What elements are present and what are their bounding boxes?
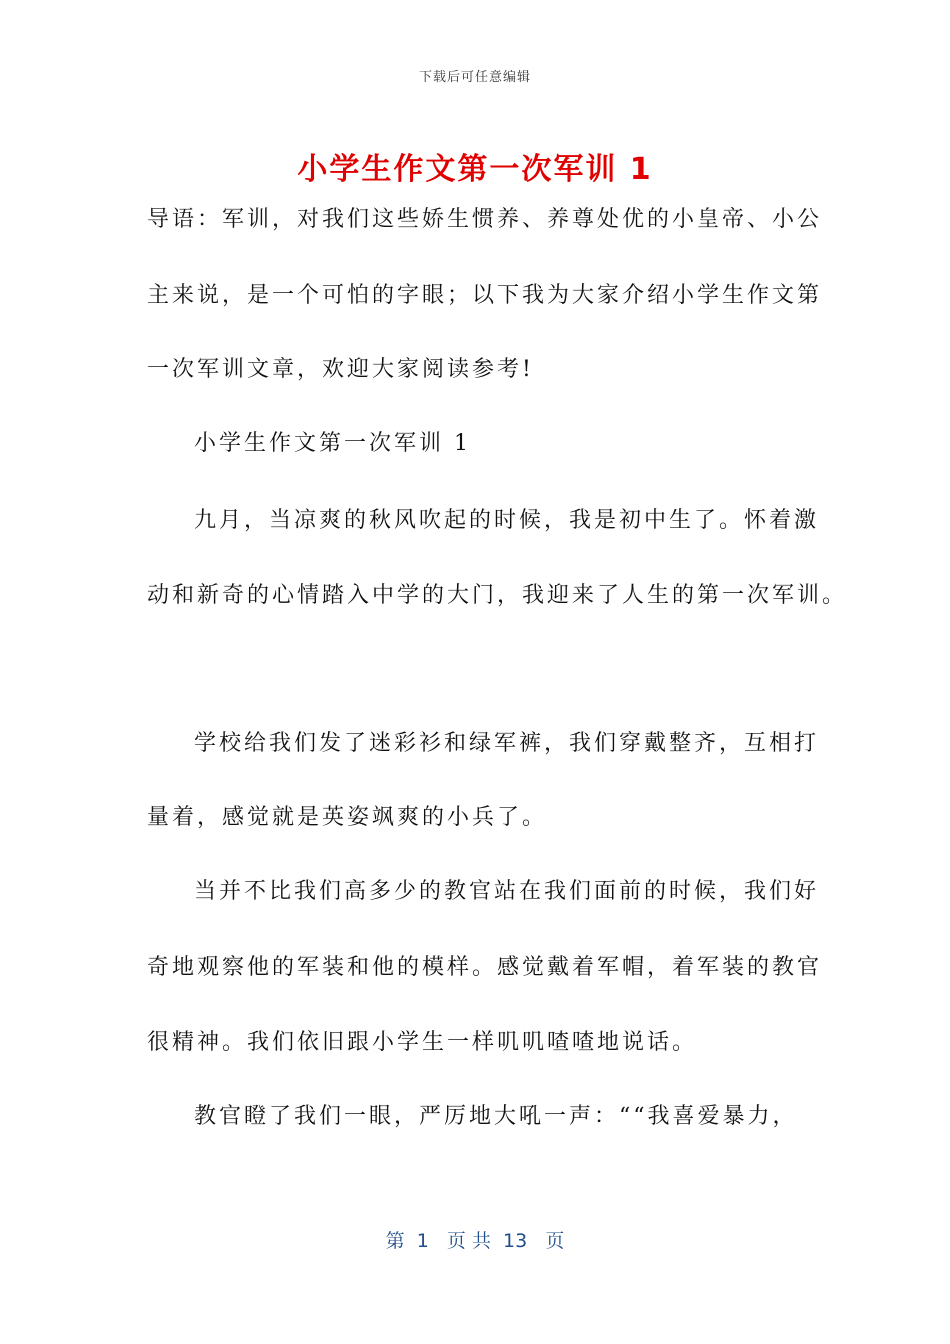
paragraph-2-line-1: 学校给我们发了迷彩衫和绿军裤，我们穿戴整齐，互相打	[194, 731, 820, 756]
intro-line-3: 一次军训文章，欢迎大家阅读参考!	[147, 357, 534, 382]
paragraph-1-line-1: 九月，当凉爽的秋风吹起的时候，我是初中生了。怀着激	[194, 508, 820, 533]
intro-line-2: 主来说，是一个可怕的字眼；以下我为大家介绍小学生作文第	[147, 283, 823, 308]
paragraph-3-line-1: 当并不比我们高多少的教官站在我们面前的时候，我们好	[194, 879, 820, 904]
paragraph-3-line-2: 奇地观察他的军装和他的模样。感觉戴着军帽，着军装的教官	[147, 955, 823, 980]
page-footer: 第 1 页 共 13 页	[385, 1230, 565, 1252]
paragraph-1-line-2: 动和新奇的心情踏入中学的大门，我迎来了人生的第一次军训。	[147, 583, 848, 608]
section-heading: 小学生作文第一次军训 1	[194, 431, 471, 456]
intro-line-1: 导语：军训，对我们这些娇生惯养、养尊处优的小皇帝、小公	[147, 207, 823, 232]
paragraph-2-line-2: 量着，感觉就是英姿飒爽的小兵了。	[147, 805, 548, 830]
header-note: 下载后可任意编辑	[418, 70, 531, 85]
paragraph-4-line-1: 教官瞪了我们一眼，严厉地大吼一声：““我喜爱暴力，	[194, 1104, 798, 1129]
paragraph-3-line-3: 很精神。我们依旧跟小学生一样叽叽喳喳地说话。	[147, 1030, 698, 1055]
document-title: 小学生作文第一次军训 1	[297, 152, 653, 187]
